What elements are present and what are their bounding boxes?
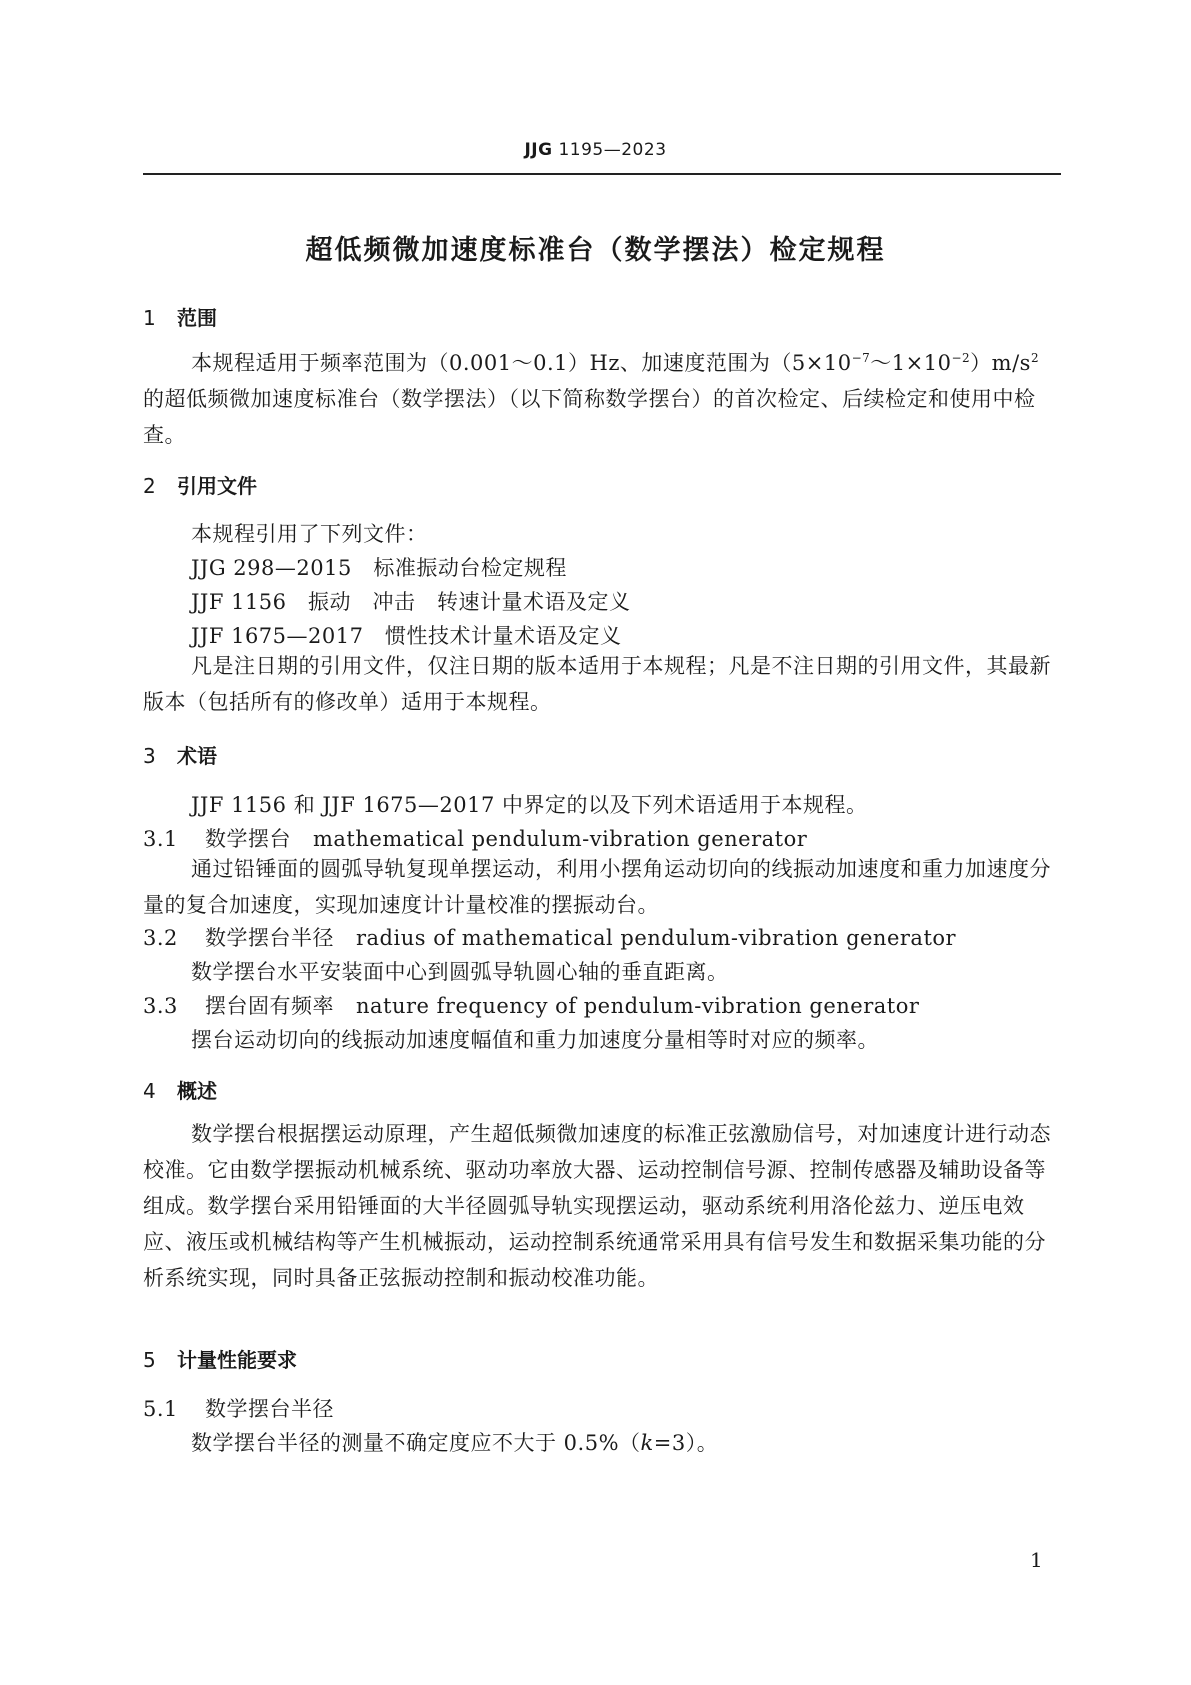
term-number: 3.2 xyxy=(143,926,178,950)
section-4-paragraph: 数学摆台根据摆运动原理，产生超低频微加速度的标准正弦激励信号，对加速度计进行动态校准。它由数学摆振动机械系统、驱动功率放大器、运动控制信号源、控制传感器及辅助设备等组成。数学摆台采用铅锤面的大半径圆弧导轨实现摆运动，驱动系统利用洛伦兹力、逆压电效应、液压或机械结构等产生机械振动，运动控制系统通常采用具有信号发生和数据采集功能的分析系统实现，同时具备正弦振动控制和振动校准功能。 xyxy=(143,1122,1051,1290)
standard-code: JJG xyxy=(524,140,553,160)
section-number: 3 xyxy=(143,744,156,768)
term-zh: 数学摆台半径 xyxy=(205,926,334,950)
section-title: 术语 xyxy=(177,744,217,768)
text: 的超低频微加速度标准台（数学摆法）（以下简称数学摆台）的首次检定、后续检定和使用中检查。 xyxy=(143,387,1036,447)
exponent: −7 xyxy=(851,351,871,365)
section-title: 范围 xyxy=(177,306,217,330)
subsection-5-1-text xyxy=(191,1427,718,1457)
section-number: 4 xyxy=(143,1079,156,1103)
section-number: 2 xyxy=(143,474,156,498)
text: ～1×10 xyxy=(870,351,952,375)
term-en: nature frequency of pendulum-vibration generator xyxy=(356,994,920,1018)
exponent: 2 xyxy=(1030,351,1040,365)
text: =3）。 xyxy=(653,1431,719,1455)
header-rule xyxy=(143,173,1061,175)
document-header xyxy=(0,140,1191,160)
term-3-2 xyxy=(143,922,956,952)
section-4-heading xyxy=(143,1075,217,1104)
term-3-3 xyxy=(143,990,919,1020)
standard-number: 1195—2023 xyxy=(552,140,667,160)
term-3-1-definition: 通过铅锤面的圆弧导轨复现单摆运动，利用小摆角运动切向的线振动加速度和重力加速度分量的复合加速度，实现加速度计计量校准的摆振动台。 xyxy=(143,857,1051,917)
text: ）m/s xyxy=(970,351,1031,375)
term-zh: 数学摆台 xyxy=(205,827,291,851)
section-number: 1 xyxy=(143,306,156,330)
section-title: 引用文件 xyxy=(177,474,257,498)
term-number: 3.1 xyxy=(143,827,178,851)
term-en: mathematical pendulum-vibration generator xyxy=(313,827,808,851)
term-3-2-definition: 数学摆台水平安装面中心到圆弧导轨圆心轴的垂直距离。 xyxy=(191,960,729,984)
section-1-heading xyxy=(143,302,217,331)
term-number: 3.3 xyxy=(143,994,178,1018)
text: 数学摆台半径的测量不确定度应不大于 0.5%（ xyxy=(191,1431,641,1455)
section-title: 概述 xyxy=(177,1079,217,1103)
reference-item: JJG 298—2015 标准振动台检定规程 xyxy=(191,556,567,580)
section-title: 计量性能要求 xyxy=(177,1348,297,1372)
subsection-title: 数学摆台半径 xyxy=(205,1397,334,1421)
reference-item: JJF 1675—2017 惯性技术计量术语及定义 xyxy=(191,624,622,648)
text: 本规程适用于频率范围为（0.001～0.1）Hz、加速度范围为（5×10 xyxy=(191,351,852,375)
section-5-heading xyxy=(143,1344,297,1373)
document-title: 超低频微加速度标准台（数学摆法）检定规程 xyxy=(305,235,886,266)
section-1-paragraph xyxy=(143,345,1061,453)
page-number: 1 xyxy=(1030,1548,1043,1572)
section-number: 5 xyxy=(143,1348,156,1372)
subsection-5-1 xyxy=(143,1393,334,1423)
term-en: radius of mathematical pendulum-vibration generator xyxy=(356,926,957,950)
subsection-number: 5.1 xyxy=(143,1397,178,1421)
k-symbol: k xyxy=(640,1431,654,1455)
section-2-heading xyxy=(143,470,257,499)
references-note: 凡是注日期的引用文件，仅注日期的版本适用于本规程；凡是不注日期的引用文件，其最新版本（包括所有的修改单）适用于本规程。 xyxy=(143,654,1051,714)
term-zh: 摆台固有频率 xyxy=(205,994,334,1018)
section-3-heading xyxy=(143,740,217,769)
term-3-3-definition: 摆台运动切向的线振动加速度幅值和重力加速度分量相等时对应的频率。 xyxy=(191,1028,879,1052)
exponent: −2 xyxy=(951,351,971,365)
term-3-1 xyxy=(143,823,807,853)
references-intro: 本规程引用了下列文件： xyxy=(191,522,428,546)
reference-item: JJF 1156 振动 冲击 转速计量术语及定义 xyxy=(191,590,631,614)
terms-intro: JJF 1156 和 JJF 1675—2017 中界定的以及下列术语适用于本规程。 xyxy=(191,793,868,817)
